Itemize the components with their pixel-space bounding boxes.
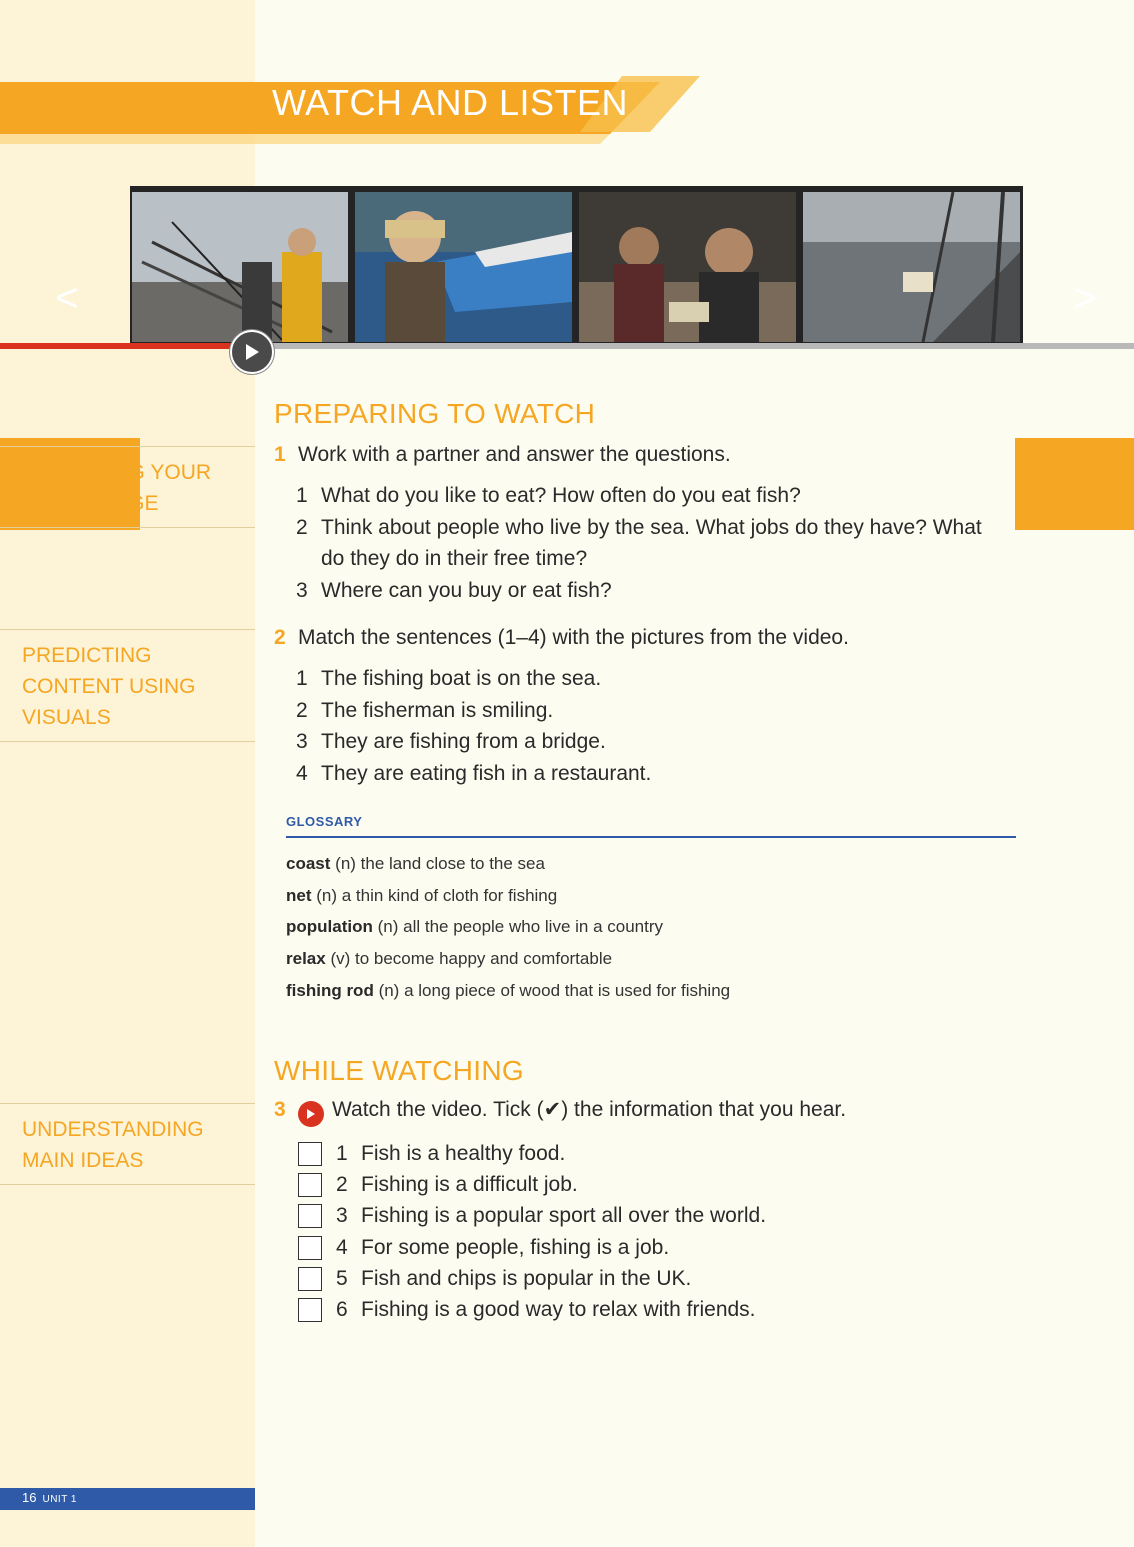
- list-item: [296, 758, 996, 790]
- question-2: [274, 626, 849, 650]
- glossary-definition: a long piece of wood that is used for fishing: [404, 980, 731, 1000]
- checklist-item: [298, 1263, 766, 1294]
- list-item: [296, 575, 996, 607]
- glossary-term: fishing rod: [286, 980, 374, 1000]
- page-title: WATCH AND LISTEN: [272, 82, 629, 123]
- page-footer: [22, 1490, 77, 1505]
- glossary-pos: (n): [335, 854, 356, 873]
- glossary-definition: a thin kind of cloth for fishing: [341, 885, 558, 905]
- question-number: 1: [274, 443, 286, 466]
- glossary-definition: the land close to the sea: [360, 854, 545, 873]
- item-number: 2: [296, 698, 308, 722]
- video-filmstrip: [0, 186, 1134, 356]
- sidebar-label-line: CONTENT USING: [22, 675, 196, 698]
- item-text: Fish is a healthy food.: [361, 1141, 566, 1165]
- glossary-term: net: [286, 885, 312, 905]
- tick-checkbox[interactable]: [298, 1142, 322, 1166]
- list-item: [296, 695, 996, 727]
- item-number: 6: [336, 1298, 348, 1322]
- question-number: 2: [274, 626, 286, 649]
- item-text: The fishing boat is on the sea.: [321, 667, 602, 690]
- chevron-right-icon: >: [1073, 275, 1097, 320]
- sidebar-label-understanding-main-ideas: [0, 1103, 255, 1185]
- glossary-pos: (n): [377, 917, 399, 937]
- question-3-checklist: [298, 1138, 766, 1326]
- item-text: They are eating fish in a restaurant.: [321, 761, 652, 785]
- item-text: Fishing is a difficult job.: [361, 1172, 578, 1196]
- item-number: 2: [336, 1172, 348, 1196]
- tick-checkbox[interactable]: [298, 1267, 322, 1291]
- question-1-list: [296, 480, 996, 606]
- glossary-pos: (v): [330, 949, 351, 969]
- play-icon: [244, 343, 260, 361]
- glossary-term: coast: [286, 854, 331, 873]
- sidebar-label-line: KNOWLEDGE: [22, 492, 159, 515]
- video-frame-4[interactable]: [803, 192, 1020, 342]
- glossary-term: population: [286, 917, 373, 937]
- item-number: 1: [296, 667, 308, 690]
- glossary-entry: [286, 848, 730, 880]
- glossary-term: relax: [286, 949, 326, 969]
- item-number: 1: [296, 484, 308, 507]
- progress-bar-played: [0, 343, 240, 349]
- item-number: 4: [336, 1235, 348, 1259]
- question-number: 3: [274, 1098, 286, 1121]
- item-number: 3: [296, 578, 308, 602]
- list-item: [296, 512, 996, 575]
- list-item: [296, 726, 996, 758]
- next-button[interactable]: [1060, 268, 1110, 328]
- glossary-pos: (n): [378, 980, 400, 1000]
- item-number: 5: [336, 1266, 348, 1290]
- glossary-definition: to become happy and comfortable: [355, 949, 613, 969]
- sidebar-label-line: ACTIVATING YOUR: [22, 461, 212, 484]
- sidebar-label-predicting-content: [0, 629, 255, 742]
- page-number: 16: [22, 1490, 37, 1505]
- tick-checkbox[interactable]: [298, 1173, 322, 1197]
- glossary-heading: GLOSSARY: [286, 814, 363, 829]
- sidebar-label-line: MAIN IDEAS: [22, 1149, 144, 1172]
- item-number: 1: [336, 1141, 348, 1165]
- glossary-divider: [286, 836, 1016, 838]
- unit-label: UNIT 1: [42, 1494, 77, 1505]
- question-3: [274, 1097, 846, 1127]
- glossary-definition: all the people who live in a country: [403, 917, 664, 937]
- item-text: Think about people who live by the sea. What jobs do they have? What do they do in their free time?: [321, 515, 982, 570]
- question-instruction: Match the sentences (1–4) with the pictures from the video.: [298, 626, 849, 649]
- item-text: Fishing is a good way to relax with friends.: [361, 1298, 756, 1322]
- item-number: 3: [296, 730, 308, 753]
- sidebar-label-line: VISUALS: [22, 706, 111, 729]
- previous-button[interactable]: [42, 268, 92, 328]
- list-item: [296, 663, 996, 695]
- chevron-left-icon: <: [55, 275, 79, 320]
- section-title-while-watching: WHILE WATCHING: [274, 1055, 524, 1086]
- sidebar-label-line: PREDICTING: [22, 644, 152, 667]
- video-frame-1[interactable]: [132, 192, 348, 342]
- play-icon[interactable]: [298, 1101, 324, 1127]
- tick-checkbox[interactable]: [298, 1204, 322, 1228]
- checklist-item: [298, 1294, 766, 1325]
- video-frame-2[interactable]: [355, 192, 572, 342]
- item-number: 2: [296, 515, 308, 539]
- play-button[interactable]: [230, 330, 274, 374]
- checklist-item: [298, 1169, 766, 1200]
- video-frame-3[interactable]: [579, 192, 796, 342]
- item-text: The fisherman is smiling.: [321, 698, 554, 722]
- progress-bar-track[interactable]: [240, 343, 1134, 349]
- list-item: [296, 480, 996, 512]
- sidebar-label-line: UNDERSTANDING: [22, 1118, 204, 1141]
- item-number: 4: [296, 761, 308, 785]
- item-text: What do you like to eat? How often do you eat fish?: [321, 484, 801, 507]
- glossary-list: [286, 848, 730, 1007]
- glossary-entry: [286, 880, 730, 912]
- glossary-entry: [286, 943, 730, 975]
- tick-checkbox[interactable]: [298, 1298, 322, 1322]
- item-text: Where can you buy or eat fish?: [321, 578, 612, 602]
- checklist-item: [298, 1201, 766, 1232]
- tick-checkbox[interactable]: [298, 1236, 322, 1260]
- sidebar-label-activating-knowledge: [0, 446, 255, 528]
- item-text: They are fishing from a bridge.: [321, 730, 606, 753]
- question-instruction: Work with a partner and answer the questions.: [298, 443, 731, 466]
- filmstrip-band-right: [1015, 438, 1134, 530]
- item-text: Fish and chips is popular in the UK.: [361, 1266, 692, 1290]
- question-instruction: Watch the video. Tick (✔) the information that you hear.: [332, 1098, 847, 1121]
- item-text: Fishing is a popular sport all over the world.: [361, 1204, 767, 1228]
- item-text: For some people, fishing is a job.: [361, 1235, 670, 1259]
- section-title-preparing: PREPARING TO WATCH: [274, 398, 596, 429]
- item-number: 3: [336, 1204, 348, 1228]
- glossary-pos: (n): [316, 885, 338, 905]
- checklist-item: [298, 1232, 766, 1263]
- checklist-item: [298, 1138, 766, 1169]
- glossary-entry: [286, 911, 730, 943]
- glossary-entry: [286, 975, 730, 1007]
- question-1: [274, 443, 731, 467]
- question-2-list: [296, 663, 996, 789]
